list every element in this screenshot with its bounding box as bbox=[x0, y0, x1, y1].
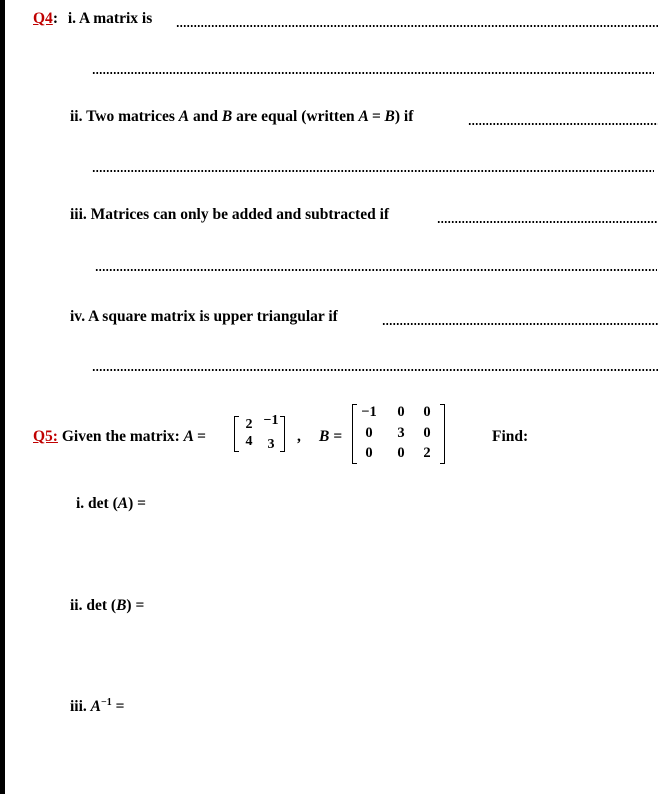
matrix-b-cell: 3 bbox=[397, 425, 405, 441]
matrix-b bbox=[352, 404, 452, 466]
matrix-b-cell: 0 bbox=[423, 425, 431, 441]
q5-part-2-end: ) = bbox=[126, 597, 145, 614]
q4-item-4-label: iv. A square matrix is upper triangular if bbox=[70, 308, 338, 325]
matrix-b-cell: 0 bbox=[365, 425, 373, 441]
matrix-a-label: A = bbox=[183, 428, 206, 445]
matrix-b-label bbox=[319, 428, 342, 446]
page-left-border bbox=[0, 0, 5, 794]
matrix-b-left-bracket bbox=[352, 404, 357, 464]
answer-line[interactable] bbox=[92, 369, 658, 371]
matrix-a-cell: −1 bbox=[263, 413, 279, 428]
answer-line[interactable] bbox=[95, 269, 657, 271]
matrix-b-cell: −1 bbox=[361, 404, 377, 420]
q5-part-1-end: ) = bbox=[128, 495, 146, 512]
find-label: Find: bbox=[492, 428, 529, 445]
matrix-b-var: B bbox=[221, 108, 233, 125]
q4-item-4 bbox=[70, 308, 338, 326]
q5-intro bbox=[33, 428, 206, 446]
q4-item-3-label: iii. Matrices can only be added and subtracted if bbox=[70, 206, 390, 223]
matrix-a-cell: 3 bbox=[267, 437, 275, 452]
q5-part-3 bbox=[70, 697, 124, 716]
matrix-separator: , bbox=[297, 428, 301, 445]
answer-line[interactable] bbox=[382, 323, 658, 325]
q5-part-1 bbox=[76, 495, 146, 513]
q4-item-3 bbox=[70, 206, 389, 224]
answer-line[interactable] bbox=[92, 72, 654, 74]
q4-item-2 bbox=[70, 108, 413, 126]
q4-item-2-and: and bbox=[189, 108, 222, 125]
equality-expression: A = B bbox=[358, 108, 395, 125]
q5-part-1-label: i. det ( bbox=[76, 495, 118, 512]
q4-item-1 bbox=[33, 10, 152, 28]
matrix-b-cell: 0 bbox=[423, 404, 431, 420]
matrix-a-var: A bbox=[178, 108, 190, 125]
matrix-b-right-bracket bbox=[440, 404, 445, 464]
matrix-a-cell: 4 bbox=[245, 434, 253, 449]
q5-part-2 bbox=[70, 597, 144, 615]
q4-number: Q4 bbox=[33, 10, 53, 27]
q5-part-3-sup: −1 bbox=[101, 697, 112, 708]
q5-part-1-var: A bbox=[117, 495, 129, 512]
q5-part-3-end: = bbox=[111, 698, 125, 716]
answer-line[interactable] bbox=[92, 170, 654, 172]
matrix-b-cell: 2 bbox=[423, 445, 431, 461]
q5-part-2-var: B bbox=[116, 597, 127, 614]
matrix-b-cell: 0 bbox=[397, 404, 405, 420]
answer-line[interactable] bbox=[437, 221, 658, 223]
matrix-a-cell: 2 bbox=[245, 417, 253, 432]
matrix-b-label-text: B = bbox=[319, 428, 343, 445]
answer-line[interactable] bbox=[468, 123, 658, 125]
q5-part-3-label: iii. bbox=[70, 698, 91, 716]
q4-item-2-mid: are equal (written bbox=[232, 108, 359, 125]
q4-item-2-label: ii. Two matrices bbox=[70, 108, 179, 125]
q5-part-2-label: ii. det ( bbox=[70, 597, 117, 614]
q5-part-3-var: A bbox=[90, 698, 102, 716]
matrix-b-cell: 0 bbox=[365, 445, 373, 461]
answer-line[interactable] bbox=[176, 25, 658, 27]
q4-item-2-post: ) if bbox=[394, 108, 414, 125]
matrix-b-cell: 0 bbox=[397, 445, 405, 461]
q5-number: Q5: bbox=[33, 428, 58, 445]
matrix-a-right-bracket bbox=[280, 416, 285, 452]
q4-item-1-label: i. A matrix is bbox=[67, 10, 153, 27]
q4-colon: : bbox=[52, 10, 58, 27]
q5-intro-text: Given the matrix: bbox=[57, 428, 184, 445]
matrix-a bbox=[234, 414, 298, 454]
